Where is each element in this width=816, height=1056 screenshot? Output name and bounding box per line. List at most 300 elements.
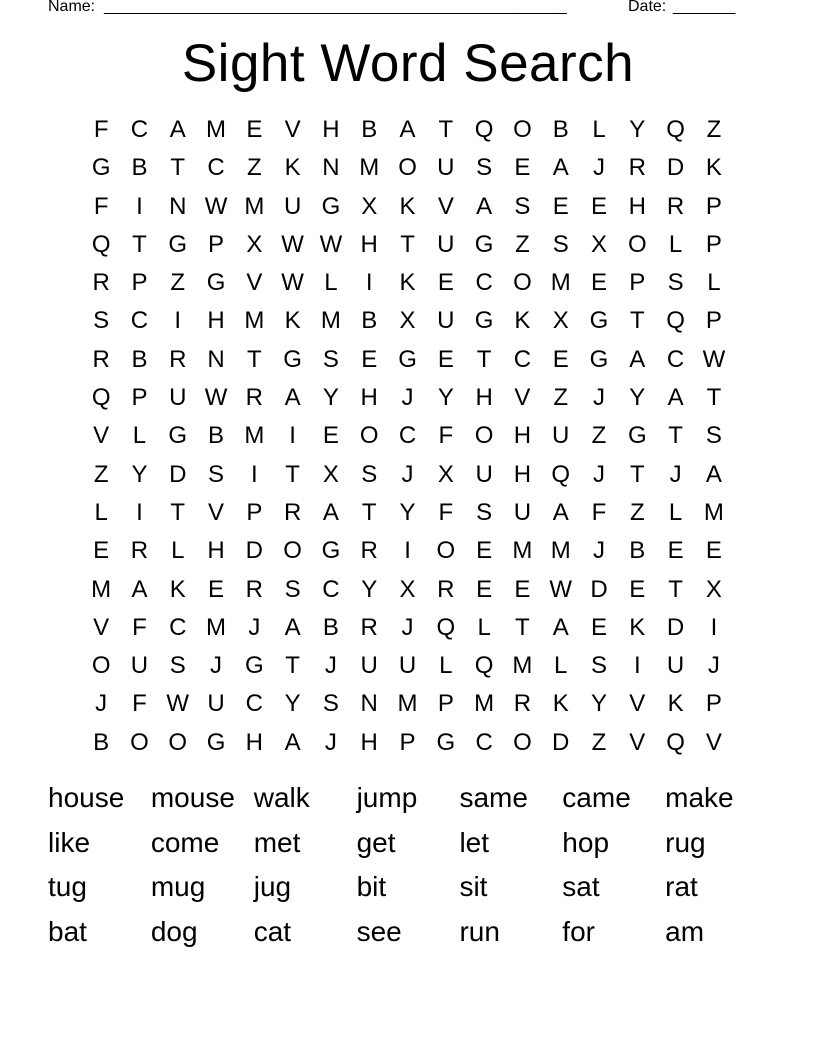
grid-letter: H xyxy=(513,460,532,488)
word-bank-word: dog xyxy=(150,915,198,947)
grid-letter: M xyxy=(550,269,571,297)
grid-letter: S xyxy=(476,154,493,182)
grid-letter: L xyxy=(132,422,147,450)
grid-letter: J xyxy=(324,652,337,680)
grid-letter: H xyxy=(245,728,263,756)
grid-letter: T xyxy=(400,230,415,258)
grid-letter: V xyxy=(629,690,646,718)
grid-letter: L xyxy=(668,230,683,258)
grid-letter: A xyxy=(552,154,569,182)
grid-letter: J xyxy=(669,460,682,488)
grid-letter: G xyxy=(168,422,188,450)
word-bank-row xyxy=(48,823,768,868)
grid-letter: L xyxy=(94,498,108,526)
grid-letter: G xyxy=(91,154,111,182)
grid-letter: P xyxy=(246,498,263,526)
word-bank-word: rat xyxy=(665,871,698,902)
grid-letter: E xyxy=(246,116,263,143)
grid-letter: K xyxy=(629,613,646,641)
grid-letter: U xyxy=(169,384,187,412)
grid-letter: M xyxy=(206,116,227,143)
grid-row xyxy=(82,264,734,302)
grid-letter: U xyxy=(437,307,455,335)
grid-letter: F xyxy=(132,613,147,641)
word-bank-word: am xyxy=(665,915,705,947)
grid-letter: Z xyxy=(93,460,109,488)
grid-letter: I xyxy=(289,422,296,450)
grid-letter: R xyxy=(283,498,302,526)
word-bank-word: house xyxy=(48,782,125,813)
grid-letter: P xyxy=(131,269,148,297)
grid-letter: E xyxy=(667,537,684,565)
grid-letter: U xyxy=(283,192,302,220)
grid-letter: J xyxy=(401,384,414,412)
grid-letter: R xyxy=(92,269,110,297)
grid-letter: Q xyxy=(91,384,111,412)
grid-letter: S xyxy=(361,460,378,488)
grid-letter: C xyxy=(475,269,493,297)
word-bank-word: mug xyxy=(150,871,206,902)
grid-letter: T xyxy=(132,230,147,258)
grid-letter: S xyxy=(322,345,339,373)
grid-letter: V xyxy=(93,613,110,641)
grid-letter: M xyxy=(359,154,380,182)
grid-letter: B xyxy=(131,345,148,373)
grid-letter: Q xyxy=(666,116,685,143)
grid-letter: T xyxy=(515,613,530,641)
grid-letter: Z xyxy=(515,230,530,258)
grid-letter: Q xyxy=(474,116,494,143)
grid-letter: S xyxy=(169,652,186,680)
grid-letter: G xyxy=(474,230,494,258)
grid-letter: B xyxy=(629,537,646,565)
grid-letter: K xyxy=(514,307,531,335)
grid-letter: H xyxy=(475,384,493,412)
grid-letter: O xyxy=(359,422,379,450)
grid-letter: E xyxy=(705,537,722,565)
grid-letter: D xyxy=(666,613,685,641)
word-bank-row xyxy=(48,912,768,957)
word-bank xyxy=(48,778,768,956)
grid-letter: E xyxy=(552,345,569,373)
grid-letter: A xyxy=(169,116,186,143)
grid-letter: R xyxy=(245,384,263,412)
grid-letter: V xyxy=(284,116,301,143)
word-bank-word: for xyxy=(562,915,595,947)
grid-letter: R xyxy=(130,537,149,565)
grid-letter: E xyxy=(591,613,608,641)
grid-letter: R xyxy=(245,575,263,603)
grid-letter: Y xyxy=(591,690,608,718)
grid-letter: F xyxy=(438,498,454,526)
grid-letter: H xyxy=(207,307,225,335)
grid-letter: T xyxy=(170,498,186,526)
grid-letter: M xyxy=(320,307,341,335)
word-bank-word: mouse xyxy=(150,782,235,813)
grid-letter: L xyxy=(592,116,606,143)
grid-letter: G xyxy=(627,422,647,450)
grid-letter: M xyxy=(91,575,112,603)
grid-letter: B xyxy=(361,307,378,335)
grid-letter: J xyxy=(248,613,261,641)
grid-row xyxy=(82,341,734,379)
grid-letter: L xyxy=(554,652,568,680)
grid-letter: V xyxy=(208,498,225,526)
grid-letter: W xyxy=(281,230,304,258)
grid-letter: O xyxy=(168,728,188,756)
grid-letter: L xyxy=(439,652,453,680)
grid-letter: N xyxy=(207,345,225,373)
word-bank-word: see xyxy=(356,915,402,947)
grid-letter: V xyxy=(246,269,263,297)
grid-letter: A xyxy=(131,575,148,603)
word-bank-word: come xyxy=(150,826,220,858)
grid-letter: C xyxy=(207,154,225,182)
grid-letter: E xyxy=(552,192,569,220)
grid-letter: F xyxy=(93,116,109,143)
grid-letter: F xyxy=(591,498,607,526)
grid-letter: J xyxy=(95,690,108,718)
word-bank-word: rug xyxy=(665,826,706,858)
grid-letter: K xyxy=(667,690,684,718)
grid-letter: E xyxy=(514,575,531,603)
grid-letter: W xyxy=(166,690,190,718)
grid-letter: B xyxy=(208,422,225,450)
grid-letter: B xyxy=(322,613,339,641)
grid-letter: U xyxy=(207,690,225,718)
grid-letter: G xyxy=(589,345,609,373)
word-bank-word: sat xyxy=(562,871,600,902)
grid-letter: U xyxy=(437,230,455,258)
grid-letter: N xyxy=(322,154,340,182)
grid-letter: T xyxy=(706,384,722,412)
grid-letter: O xyxy=(474,422,494,450)
grid-row xyxy=(82,685,734,723)
grid-letter: U xyxy=(475,460,493,488)
grid-letter: X xyxy=(322,460,339,488)
grid-letter: H xyxy=(360,230,378,258)
grid-letter: V xyxy=(437,192,454,220)
word-bank-word: make xyxy=(665,782,734,813)
grid-letter: I xyxy=(633,652,641,680)
grid-letter: C xyxy=(666,345,685,373)
grid-letter: L xyxy=(477,613,491,641)
grid-letter: I xyxy=(136,498,143,526)
word-bank-word: let xyxy=(459,826,490,858)
grid-letter: R xyxy=(360,537,378,565)
grid-letter: W xyxy=(319,230,343,258)
grid-letter: C xyxy=(513,345,532,373)
grid-letter: G xyxy=(398,345,417,373)
grid-letter: M xyxy=(512,537,533,565)
grid-letter: G xyxy=(321,192,341,220)
grid-letter: Z xyxy=(591,422,607,450)
grid-letter: G xyxy=(283,345,302,373)
word-bank-word: jump xyxy=(356,782,418,813)
grid-letter: O xyxy=(398,154,417,182)
grid-letter: L xyxy=(171,537,185,565)
grid-letter: Y xyxy=(361,575,378,603)
grid-letter: C xyxy=(322,575,340,603)
grid-letter: E xyxy=(591,269,608,297)
word-bank-word: bit xyxy=(356,871,387,902)
grid-letter: B xyxy=(131,154,148,182)
word-bank-word: run xyxy=(459,915,500,947)
grid-row xyxy=(82,456,734,494)
grid-letter: K xyxy=(284,154,301,182)
grid-letter: S xyxy=(476,498,493,526)
grid-letter: Y xyxy=(629,116,646,143)
grid-letter: V xyxy=(629,728,646,756)
grid-row xyxy=(82,379,734,417)
grid-letter: T xyxy=(285,460,300,488)
grid-letter: P xyxy=(208,230,225,258)
grid-letter: G xyxy=(206,728,226,756)
grid-letter: S xyxy=(514,192,531,220)
grid-letter: I xyxy=(136,192,143,220)
grid-letter: Q xyxy=(91,230,111,258)
grid-letter: J xyxy=(593,460,605,488)
grid-letter: J xyxy=(210,652,223,680)
grid-row xyxy=(82,724,734,762)
grid-letter: H xyxy=(360,728,378,756)
grid-letter: H xyxy=(628,192,646,220)
grid-row xyxy=(82,302,734,340)
grid-letter: G xyxy=(436,728,456,756)
grid-letter: E xyxy=(476,575,493,603)
grid-letter: M xyxy=(244,307,265,335)
grid-row xyxy=(82,532,734,570)
grid-letter: T xyxy=(438,116,454,143)
word-bank-word: hop xyxy=(562,826,610,858)
word-bank-word: came xyxy=(562,782,631,813)
grid-letter: T xyxy=(668,422,683,450)
grid-letter: A xyxy=(667,384,684,412)
grid-letter: L xyxy=(324,269,338,297)
grid-letter: Z xyxy=(170,269,186,297)
grid-letter: T xyxy=(247,345,262,373)
grid-letter: R xyxy=(628,154,646,182)
grid-row xyxy=(82,111,734,149)
grid-letter: Y xyxy=(322,384,339,412)
grid-letter: L xyxy=(668,498,683,526)
grid-letter: W xyxy=(702,345,726,373)
grid-letter: D xyxy=(552,728,570,756)
grid-letter: Y xyxy=(131,460,148,488)
grid-letter: K xyxy=(399,269,416,297)
grid-letter: R xyxy=(666,192,685,220)
grid-letter: Z xyxy=(247,154,262,182)
page-title: Sight Word Search xyxy=(181,34,635,93)
grid-letter: E xyxy=(208,575,225,603)
grid-letter: R xyxy=(437,575,455,603)
grid-letter: M xyxy=(397,690,418,718)
grid-letter: Y xyxy=(284,690,301,718)
grid-letter: N xyxy=(360,690,378,718)
grid-letter: W xyxy=(281,269,304,297)
word-bank-word: met xyxy=(253,826,301,858)
word-bank-word: walk xyxy=(253,782,310,813)
name-blank-line: ____________________________________________________ xyxy=(104,0,567,15)
grid-letter: X xyxy=(361,192,378,220)
grid-letter: Y xyxy=(399,498,416,526)
grid-letter: E xyxy=(476,537,493,565)
grid-letter: S xyxy=(667,269,684,297)
grid-letter: A xyxy=(284,384,301,412)
grid-letter: Y xyxy=(437,384,454,412)
grid-letter: Q xyxy=(666,728,685,756)
grid-letter: C xyxy=(245,690,263,718)
grid-letter: Z xyxy=(591,728,607,756)
grid-letter: E xyxy=(93,537,110,565)
grid-letter: Q xyxy=(436,613,456,641)
grid-letter: F xyxy=(132,690,147,718)
grid-letter: X xyxy=(246,230,263,258)
grid-row xyxy=(82,226,734,264)
grid-letter: Z xyxy=(706,116,722,143)
grid-letter: K xyxy=(705,154,722,182)
grid-letter: Q xyxy=(666,307,685,335)
grid-letter: A xyxy=(476,192,493,220)
grid-letter: B xyxy=(361,116,378,143)
grid-letter: J xyxy=(707,652,720,680)
grid-letter: C xyxy=(169,613,187,641)
grid-letter: X xyxy=(705,575,722,603)
grid-letter: T xyxy=(668,575,683,603)
grid-letter: N xyxy=(169,192,187,220)
grid-letter: D xyxy=(169,460,187,488)
grid-letter: Q xyxy=(551,460,571,488)
grid-letter: J xyxy=(401,460,414,488)
grid-letter: W xyxy=(204,192,228,220)
grid-row xyxy=(82,417,734,455)
grid-letter: A xyxy=(284,728,301,756)
grid-letter: J xyxy=(324,728,337,756)
grid-letter: S xyxy=(591,652,608,680)
grid-letter: J xyxy=(593,537,605,565)
grid-letter: P xyxy=(629,269,646,297)
grid-row xyxy=(82,494,734,532)
grid-letter: U xyxy=(398,652,417,680)
grid-letter: A xyxy=(284,613,301,641)
word-bank-word: bat xyxy=(48,915,87,947)
grid-letter: C xyxy=(130,116,149,143)
grid-letter: A xyxy=(552,613,569,641)
grid-letter: S xyxy=(552,230,569,258)
grid-letter: Z xyxy=(629,498,645,526)
grid-letter: B xyxy=(93,728,110,756)
grid-letter: E xyxy=(514,154,531,182)
word-bank-word: cat xyxy=(253,915,292,947)
grid-letter: S xyxy=(208,460,225,488)
grid-letter: L xyxy=(707,269,721,297)
grid-letter: X xyxy=(399,307,416,335)
grid-letter: G xyxy=(589,307,609,335)
grid-letter: K xyxy=(399,192,416,220)
grid-letter: O xyxy=(513,728,532,756)
grid-row xyxy=(82,188,734,226)
letter-grid xyxy=(82,111,734,762)
grid-letter: P xyxy=(399,728,416,756)
word-bank-word: tug xyxy=(48,871,87,902)
grid-letter: X xyxy=(591,230,608,258)
grid-letter: S xyxy=(284,575,301,603)
grid-letter: I xyxy=(365,269,373,297)
grid-letter: P xyxy=(131,384,148,412)
grid-letter: P xyxy=(705,230,722,258)
grid-letter: F xyxy=(93,192,109,220)
grid-letter: I xyxy=(710,613,718,641)
grid-letter: E xyxy=(437,269,454,297)
grid-letter: V xyxy=(93,422,110,450)
grid-letter: U xyxy=(130,652,149,680)
grid-row xyxy=(82,609,734,647)
grid-letter: W xyxy=(204,384,228,412)
grid-letter: O xyxy=(283,537,302,565)
grid-letter: C xyxy=(475,728,493,756)
grid-letter: M xyxy=(244,192,265,220)
grid-letter: D xyxy=(590,575,608,603)
grid-letter: D xyxy=(245,537,263,565)
grid-letter: E xyxy=(629,575,646,603)
grid-letter: G xyxy=(168,230,188,258)
header-line xyxy=(48,0,748,18)
grid-letter: X xyxy=(399,575,416,603)
grid-letter: Y xyxy=(629,384,646,412)
grid-letter: D xyxy=(666,154,685,182)
grid-letter: K xyxy=(169,575,186,603)
grid-letter: O xyxy=(513,116,532,143)
grid-letter: J xyxy=(593,384,605,412)
grid-letter: P xyxy=(705,192,722,220)
grid-letter: T xyxy=(285,652,300,680)
grid-letter: T xyxy=(629,307,645,335)
grid-letter: O xyxy=(91,652,111,680)
grid-letter: A xyxy=(322,498,339,526)
grid-row xyxy=(82,571,734,609)
grid-letter: G xyxy=(245,652,264,680)
word-bank-word: jug xyxy=(253,871,292,902)
word-bank-row xyxy=(48,778,768,823)
name-label: Name: xyxy=(48,0,96,15)
grid-letter: K xyxy=(284,307,301,335)
grid-letter: M xyxy=(474,690,495,718)
word-bank-word: same xyxy=(459,782,528,813)
grid-letter: R xyxy=(513,690,532,718)
word-bank-word: get xyxy=(356,826,396,858)
date-label: Date: xyxy=(628,0,667,15)
grid-letter: V xyxy=(705,728,722,756)
grid-letter: Z xyxy=(553,384,569,412)
grid-letter: E xyxy=(437,345,454,373)
grid-row xyxy=(82,647,734,685)
grid-letter: T xyxy=(361,498,377,526)
grid-letter: T xyxy=(170,154,186,182)
grid-letter: P xyxy=(705,690,722,718)
grid-letter: M xyxy=(244,422,265,450)
grid-letter: A xyxy=(399,116,416,143)
grid-letter: P xyxy=(437,690,454,718)
grid-letter: O xyxy=(436,537,456,565)
grid-letter: A xyxy=(552,498,569,526)
grid-letter: V xyxy=(514,384,531,412)
grid-letter: O xyxy=(627,230,647,258)
date-blank-line: _______ xyxy=(673,0,736,15)
grid-letter: H xyxy=(207,537,225,565)
grid-letter: X xyxy=(437,460,454,488)
grid-letter: O xyxy=(513,269,532,297)
grid-letter: M xyxy=(206,613,227,641)
